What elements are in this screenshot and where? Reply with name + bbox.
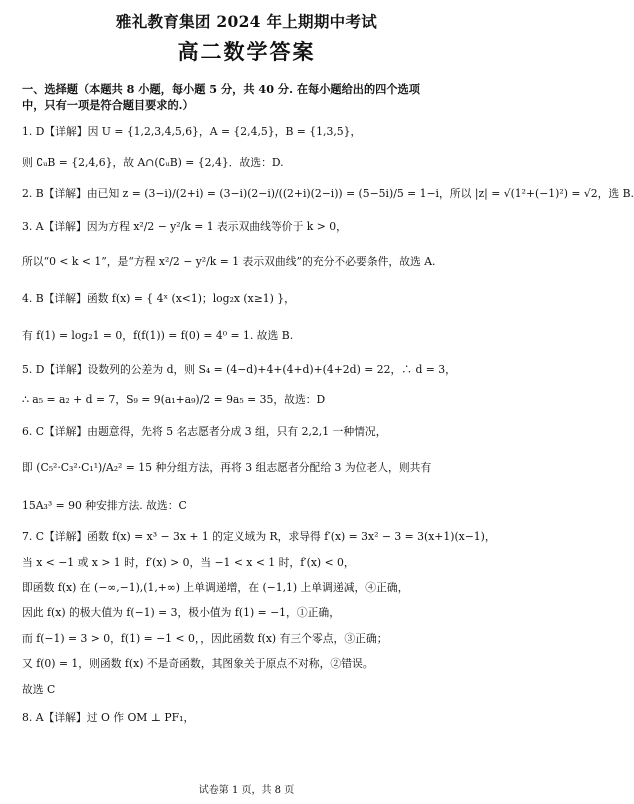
q7-line1: 7. C【详解】函数 f(x) = x³ − 3x + 1 的定义域为 R，求导得 f′(x) = 3x² − 3 = 3(x+1)(x−1)， [22,530,496,543]
q7-line4: 因此 f(x) 的极大值为 f(−1) = 3，极小值为 f(1) = −1，①正确， [22,606,341,619]
q4-line1: 4. B【详解】函数 f(x) = { 4ˣ (x<1)；log₂x (x≥1) }， [22,292,295,305]
q7-line2: 当 x < −1 或 x > 1 时，f′(x) > 0，当 −1 < x < 1 时，f′(x) < 0， [22,556,355,569]
school-header: 雅礼教育集团 2024 年上期期中考试 [115,12,378,31]
section-heading-line1: 一、选择题（本题共 8 小题，每小题 5 分，共 40 分. 在每小题给出的四个选项 [22,82,420,96]
q7-line7: 故选 C [22,683,56,696]
q7-line3: 即函数 f(x) 在 (−∞,−1),(1,+∞) 上单调递增，在 (−1,1) 上单调递减，④正确， [22,581,409,594]
q7-line5: 而 f(−1) = 3 > 0，f(1) = −1 < 0，，因此函数 f(x) 有三个零点，③正确； [22,632,388,645]
section-heading-line2: 中，只有一项是符合题目要求的.） [22,98,194,112]
q2-line1: 2. B【详解】由已知 z = (3−i)/(2+i) = (3−i)(2−i)/((2+i)(2−i)) = (5−5i)/5 = 1−i，所以 |z| = √(1²+(−1)²) = √2，选 B. [22,187,634,200]
q6-line3: 15A₃³ = 90 种安排方法. 故选：C [22,499,187,512]
page-title: 高二数学答案 [177,39,316,64]
q4-line2: 有 f(1) = log₂1 = 0，f(f(1)) = f(0) = 4⁰ = 1. 故选 B. [22,329,294,342]
q3-line1: 3. A【详解】因为方程 x²/2 − y²/k = 1 表示双曲线等价于 k > 0， [22,220,347,233]
q5-line2: ∴ a₅ = a₂ + d = 7，S₉ = 9(a₁+a₉)/2 = 9a₅ = 35，故选：D [22,393,326,406]
q5-line1: 5. D【详解】设数列的公差为 d，则 S₄ = (4−d)+4+(4+d)+(4+2d) = 22，∴ d = 3， [22,363,456,376]
q1-line2: 则 ∁ᵤB = {2,4,6}，故 A∩(∁ᵤB) = {2,4}．故选：D. [22,156,284,169]
q8-line1: 8. A【详解】过 O 作 OM ⊥ PF₁， [22,711,195,724]
q6-line2: 即 (C₅²·C₃²·C₁¹)/A₂² = 15 种分组方法，再将 3 组志愿者分配给 3 为位老人，则共有 [22,461,432,474]
q7-line6: 又 f(0) = 1，则函数 f(x) 不是奇函数，其图象关于原点不对称，②错误。 [22,657,374,670]
q6-line1: 6. C【详解】由题意得，先将 5 名志愿者分成 3 组，只有 2,2,1 一种情况， [22,425,387,438]
q1-line1: 1. D【详解】因 U = {1,2,3,4,5,6}，A = {2,4,5}，B = {1,3,5}， [22,125,362,138]
q3-line2: 所以“0 < k < 1”，是“方程 x²/2 − y²/k = 1 表示双曲线”的充分不必要条件，故选 A. [22,255,436,268]
page-footer: 试卷第 1 页，共 8 页 [198,785,295,796]
